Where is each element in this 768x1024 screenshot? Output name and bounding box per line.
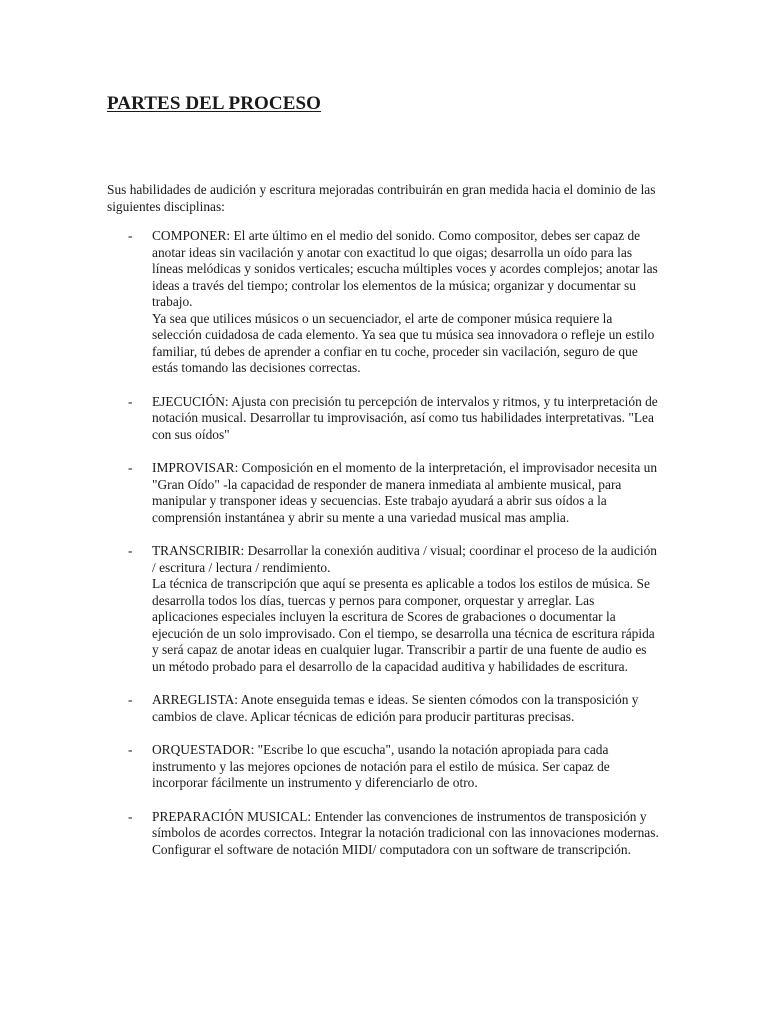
list-item-ejecucion [107,394,659,444]
bullet-dash: - [128,808,133,824]
item-text: PREPARACIÓN MUSICAL: Entender las convenciones de instrumentos de transposición y símbolos de acordes correctos. Integrar la notación tradicional con las innovaciones modernas. Configurar el software de notación MIDI/ computadora con un software de transcripción. [152,808,659,857]
bullet-dash: - [128,742,133,757]
bullet-dash: - [128,393,133,409]
item-text: EJECUCIÓN: Ajusta con precisión tu percepción de intervalos y ritmos, y tu interpretación de notación musical. Desarrollar tu improvisación, así como tus habilidades interpretativas. "Lea con sus oídos" [152,393,658,442]
item-text: ORQUESTADOR: "Escribe lo que escucha", usando la notación apropiada para cada instrumento y las mejores opciones de notación para el estilo de música. Ser capaz de incorporar fácilmente un instrumento y diferenciarlo de otro. [152,742,610,790]
item-text: Ya sea que utilices músicos o un secuenciador, el arte de componer música requiere la selección cuidadosa de cada elemento. Ya sea que tu música sea innovadora o refleje un estilo familiar, tú debes de aprender a confiar en tu coche, proceder sin vacilación, seguro de que estás tomando las decisiones correctas. [152,310,655,375]
list-item-orquestador [107,742,659,792]
item-text: IMPROVISAR: Composición en el momento de la interpretación, el improvisador necesita un "Gran Oído" -la capacidad de responder de manera inmediata al ambiente musical, para manipular y transponer ideas y secuencias. Este trabajo ayudará a abrir sus oídos a la comprensión instantánea y abrir su mente a una variedad musical mas amplia. [152,460,658,525]
item-text: TRANSCRIBIR: Desarrollar la conexión auditiva / visual; coordinar el proceso de la audición / escritura / lectura / rendimiento. [152,543,657,575]
list-item-preparacion-musical [107,809,659,859]
list-item-improvisar [107,460,659,526]
item-text: ARREGLISTA: Anote enseguida temas e ideas. Se sienten cómodos con la transposición y cambios de clave. Aplicar técnicas de edición para producir partituras precisas. [152,692,639,724]
bullet-dash: - [128,692,133,707]
disciplines-list [107,228,659,875]
list-item-componer [107,228,659,377]
page-title: PARTES DEL PROCESO [107,93,322,114]
item-text: La técnica de transcripción que aquí se presenta es aplicable a todos los estilos de música. Se desarrolla todos los días, tuercas y pernos para componer, orquestar y arreglar. Las aplicaciones especiales incluyen la escritura de Scores de grabaciones o documentar la ejecución de un solo improvisado. Con el tiempo, se desarrolla una técnica de escritura rápida y será capaz de anotar ideas en cualquier lugar. Transcribir a partir de una fuente de audio es un método probado para el desarrollo de la capacidad auditiva y habilidades de escritura. [152,576,655,674]
bullet-dash: - [128,543,133,558]
list-item-arreglista [107,692,659,725]
bullet-dash: - [128,460,133,475]
intro-paragraph: Sus habilidades de audición y escritura mejoradas contribuirán en gran medida hacia el dominio de las siguientes disciplinas: [107,182,656,214]
list-item-transcribir [107,543,659,675]
item-text: COMPONER: El arte último en el medio del sonido. Como compositor, debes ser capaz de anotar ideas sin vacilación y anotar con exactitud lo que oigas; desarrolla un oído para las líneas melódicas y sonidos verticales; escucha múltiples voces y acordes complejos; anotar las ideas a través del tiempo; controlar los elementos de la música; organizar y documentar su trabajo. [152,228,658,309]
bullet-dash: - [128,228,133,243]
